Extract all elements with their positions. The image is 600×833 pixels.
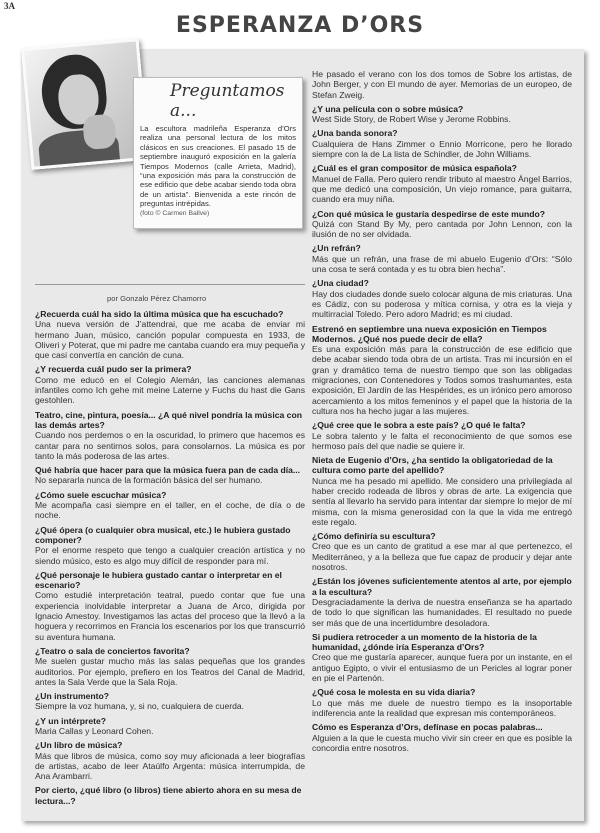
answer: Más que un refrán, una frase de mi abuelo Eugenio d’Ors: “Sólo una cosa te será contada y es tu obra bien hecha”. bbox=[312, 253, 572, 275]
intro-card bbox=[133, 77, 303, 229]
page-mark: 3A bbox=[4, 1, 15, 11]
answer: Una nueva versión de J’attendrai, que me acaba de enviar mi hermano Juan, músico, canción popular compuesta en 1933, de Oliveri y Poterat, que mi padre me cantaba cuando era muy pequeña y que casi convertía en canción de cuna. bbox=[35, 319, 305, 361]
question: Teatro, cine, pintura, poesía... ¿A qué nivel pondría la música con las demás artes? bbox=[35, 409, 302, 430]
question: ¿Están los jóvenes suficientemente atentos al arte, por ejemplo a la escultura? bbox=[312, 576, 572, 597]
answer: No separarla nunca de la formación básica del ser humano. bbox=[35, 475, 263, 486]
question: Por cierto, ¿qué libro (o libros) tiene abierto ahora en su mesa de lectura...? bbox=[35, 785, 302, 806]
answer: Alguien a la que le cuesta mucho vivir sin creer en que es posible la concordia entre nosotros. bbox=[312, 732, 572, 753]
intro-box bbox=[21, 49, 311, 233]
intro-text: La escultora madrileña Esperanza d’Ors realiza una personal lectura de los mitos clásicos en sus creaciones. El pasado 15 de septiembre inauguró exposición en la galería Tiempos Modernos (calle Arrieta, Madrid), “una exposición más para la construcción de ese edificio que debe acabar siendo toda obra de un artista”. Bienvenida a este rincón de preguntas intrépidas. bbox=[140, 124, 296, 209]
question: ¿Y una película con o sobre música? bbox=[312, 103, 464, 114]
answer: Creo que es un canto de gratitud a ese mar al que pertenezco, el Mediterráneo, y a la belleza que fue capaz de producir y dejar ante nosotros. bbox=[312, 541, 572, 573]
answer: Quizá con Stand By My, pero cantada por John Lennon, con la ilusión de no ser olvidada. bbox=[312, 218, 572, 240]
question: ¿Cómo definiría su escultura? bbox=[312, 531, 436, 542]
question: ¿Con qué música le gustaría despedirse de este mundo? bbox=[312, 208, 546, 219]
answer: Creo que me gustaría aparecer, aunque fuera por un instante, en el antiguo Egipto, o vivir el entusiasmo de un Pericles al lograr poner en pie el Partenón. bbox=[312, 652, 572, 684]
answer: Siempre la voz humana, y, si no, cualquiera de cuerda. bbox=[35, 701, 245, 712]
answer: Me suelen gustar mucho más las salas pequeñas que los grandes auditorios. Por ejemplo, prefiero en los Teatros del Canal de Madrid, antes la Sala Verde que la Sala Roja. bbox=[35, 656, 305, 687]
question: ¿Cómo suele escuchar música? bbox=[35, 489, 167, 500]
left-column bbox=[35, 305, 305, 806]
question: ¿Un libro de música? bbox=[35, 740, 123, 751]
question: ¿Cuál es el gran compositor de música española? bbox=[312, 163, 517, 174]
question: Estrenó en septiembre una nueva exposición en Tiempos Modernos. ¿Qué nos puede decir de ella? bbox=[312, 323, 547, 344]
intro-heading: Preguntamos a... bbox=[170, 81, 285, 121]
question: Cómo es Esperanza d’Ors, defínase en pocas palabras... bbox=[312, 722, 543, 733]
answer: Hay dos ciudades donde suelo colocar alguna de mis criaturas. Una es Cádiz, con su poderosa y mítica cornisa, y otra es la vieja y multirracial Toledo. Pero adoro Madrid; es mi ciudad. bbox=[312, 288, 572, 320]
question: ¿Un instrumento? bbox=[35, 691, 109, 702]
question: Si pudiera retroceder a un momento de la historia de la humanidad, ¿dónde iría Esperanza d’Ors? bbox=[312, 631, 537, 653]
question: ¿Y recuerda cuál pudo ser la primera? bbox=[35, 364, 192, 375]
portrait-photo bbox=[21, 38, 149, 170]
right-column bbox=[312, 69, 572, 753]
answer: Me acompaña casi siempre en el taller, en el coche, de día o de noche. bbox=[35, 500, 305, 521]
byline-divider bbox=[35, 284, 305, 285]
question: ¿Qué personaje le hubiera gustado cantar o interpretar en el escenario? bbox=[35, 569, 282, 591]
question: ¿Teatro o sala de conciertos favorita? bbox=[35, 645, 190, 656]
byline: por Gonzalo Pérez Chamorro bbox=[107, 294, 207, 303]
question: ¿Qué cree que le sobra a este país? ¿O qué le falta? bbox=[312, 420, 526, 431]
article-panel bbox=[21, 49, 584, 821]
answer: Le sobra talento y le falta el reconocimiento de que somos ese hermoso país del que nadie se quiere ir. bbox=[312, 430, 572, 451]
answer: Es una exposición más para la construcción de ese edificio que debe acabar siendo toda obra de un artista. Tras mi incursión en el gran y dramático tema de nuestro tiempo que son las obligadas migraciones, con Contenedores y Todos somos trashumantes, esta exposición, El Jardín de las Hespérides, es un irónico pero amoroso acercamiento a los mitos femeninos y el papel que la historia de la cultura nos ha hecho jugar a las mujeres. bbox=[312, 344, 572, 416]
answer: West Side Story, de Robert Wise y Jerome Robbins. bbox=[312, 114, 511, 125]
page-header bbox=[0, 0, 600, 13]
answer: Maria Callas y Leonard Cohen. bbox=[35, 725, 154, 736]
answer: Manuel de Falla. Pero quiero rendir tributo al maestro Ángel Barrios, que me dedicó una composición, Un viejo romance, para guitarra, cuando era muy niña. bbox=[312, 173, 572, 205]
question: Qué habría que hacer para que la música fuera pan de cada día... bbox=[35, 465, 301, 476]
question: Nieta de Eugenio d’Ors, ¿ha sentido la obligatoriedad de la cultura como parte del apellido? bbox=[312, 455, 553, 476]
question: ¿Y un intérprete? bbox=[35, 715, 106, 726]
answer: Más que libros de música, como soy muy aficionada a leer biografías de artistas, acabo de leer Ataúlfo Argenta: música interrumpida, de Ana Arambarri. bbox=[35, 750, 305, 782]
question: ¿Un refrán? bbox=[312, 243, 361, 254]
question: ¿Qué cosa le molesta en su vida diaria? bbox=[312, 687, 476, 698]
answer: He pasado el verano con los dos tomos de Sobre los artistas, de John Berger, y con El mundo de ayer. Memorias de un europeo, de Stefan Zweig. bbox=[312, 69, 572, 100]
question: ¿Recuerda cuál ha sido la última música que ha escuchado? bbox=[35, 309, 284, 319]
answer: Cualquiera de Hans Zimmer o Ennio Morricone, pero he llorado siempre con la de La lista de Schindler, de John Williams. bbox=[312, 138, 572, 160]
answer: Por el enorme respeto que tengo a cualquier creación artística y no siendo músico, esto es algo muy difícil de responder para mí. bbox=[35, 545, 305, 566]
question: ¿Una banda sonora? bbox=[312, 128, 398, 139]
page-title: ESPERANZA D’ORS bbox=[175, 13, 425, 38]
photo-credit: (foto © Carmen Ballve) bbox=[140, 209, 210, 217]
answer: Como estudié interpretación teatral, puedo contar que fue una experiencia inolvidable interpretar a Juana de Arco, dirigida por Ignacio Amestoy. Investigamos las actas del proceso que la llevó a la hoguera y recorrimos en Francia los escenarios por los que transcurrió su aventura humana. bbox=[35, 590, 305, 642]
question: ¿Una ciudad? bbox=[312, 278, 369, 289]
answer: Cuando nos perdemos o en la oscuridad, lo primero que hacemos es cantar para no sentirnos solos, para consolarnos. La música es por tanto la más poderosa de las artes. bbox=[35, 430, 305, 461]
answer: Lo que más me duele de nuestro tiempo es la insoportable indiferencia ante la realidad que expresan mis contemporáneos. bbox=[312, 697, 572, 718]
answer: Como me educó en el Colegio Alemán, las canciones alemanas infantiles como Ich gehe mit meine Laterne y Fuchs du hast die Gans gestohlen. bbox=[35, 374, 305, 406]
question: ¿Qué ópera (o cualquier obra musical, etc.) le hubiera gustado componer? bbox=[35, 524, 291, 545]
answer: Nunca me ha pesado mi apellido. Me considero una privilegiada al haber crecido rodeada de libros y obras de arte. La exigencia que sentía al llevarlo ha servido para intentar dar siempre lo mejor de mí misma, con la misma generosidad con la que la vida me entregó este regalo. bbox=[312, 475, 572, 527]
answer: Desgraciadamente la deriva de nuestra enseñanza se ha apartado de todo lo que significan las humanidades. El resultado no puede ser más que de una incertidumbre desoladora. bbox=[312, 596, 572, 628]
